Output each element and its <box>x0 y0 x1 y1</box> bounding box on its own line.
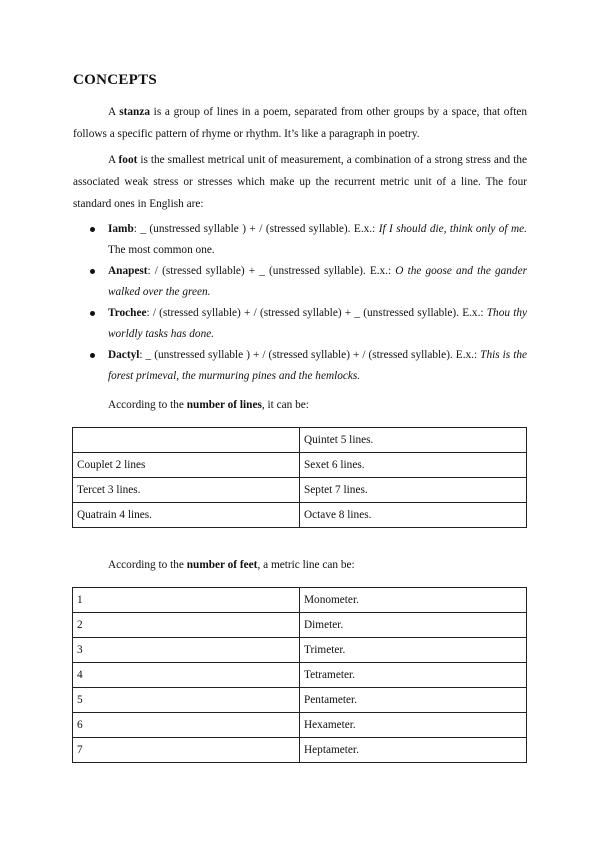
feet-intro-term: number of feet <box>186 559 258 571</box>
foot-name: Iamb <box>108 223 134 235</box>
table-row <box>73 613 527 638</box>
table-cell: 4 <box>73 663 300 688</box>
table-row <box>73 588 527 613</box>
foot-name: Anapest <box>108 265 148 277</box>
feet-list <box>73 219 527 387</box>
lines-intro <box>108 399 309 411</box>
table-cell: 7 <box>73 738 300 763</box>
table-cell: Quatrain 4 lines. <box>73 503 300 528</box>
foot-example: Thou thy worldly tasks has done. <box>108 307 528 340</box>
page-title: CONCEPTS <box>73 72 158 88</box>
foot-text-post: is the smallest metrical unit of measurement, a combination of a strong stress and the associated weak stress or stresses which make up the recurrent metric unit of a line. The four standard ones in English are: <box>73 154 527 210</box>
table-cell <box>73 428 300 453</box>
stanza-term: stanza <box>119 106 150 118</box>
table-row <box>73 503 527 528</box>
list-item <box>73 261 527 303</box>
lines-table <box>72 427 527 528</box>
table-cell: Pentameter. <box>300 688 527 713</box>
feet-intro <box>108 559 355 571</box>
bullet-icon <box>90 227 95 232</box>
table-cell: Monometer. <box>300 588 527 613</box>
list-item <box>73 219 527 261</box>
feet-table <box>72 587 527 763</box>
table-cell: 6 <box>73 713 300 738</box>
foot-paragraph <box>73 149 527 215</box>
bullet-icon <box>90 269 95 274</box>
foot-name: Trochee <box>108 307 147 319</box>
lines-intro-post: , it can be: <box>261 399 309 411</box>
table-row <box>73 638 527 663</box>
list-item <box>73 303 527 345</box>
table-cell: Sexet 6 lines. <box>300 453 527 478</box>
table-cell: Octave 8 lines. <box>300 503 527 528</box>
table-cell: Couplet 2 lines <box>73 453 300 478</box>
table-cell: Quintet 5 lines. <box>300 428 527 453</box>
table-cell: 1 <box>73 588 300 613</box>
table-cell: Tetrameter. <box>300 663 527 688</box>
list-item <box>73 345 527 387</box>
foot-example: O the goose and the gander walked over the green. <box>108 265 527 298</box>
foot-desc: : / (stressed syllable) + / (stressed syllable) + _ (unstressed syllable). E.x.: <box>146 307 487 319</box>
foot-note: The most common one. <box>108 244 215 256</box>
foot-text-pre: A <box>108 154 119 166</box>
table-row <box>73 713 527 738</box>
foot-example: This is the forest primeval, the murmuring pines and the hemlocks. <box>108 349 527 382</box>
foot-name: Dactyl <box>108 349 140 361</box>
table-cell: 5 <box>73 688 300 713</box>
bullet-icon <box>90 311 95 316</box>
table-cell: Tercet 3 lines. <box>73 478 300 503</box>
table-row <box>73 428 527 453</box>
table-row <box>73 663 527 688</box>
foot-desc: : / (stressed syllable) + _ (unstressed syllable). E.x.: <box>147 265 396 277</box>
table-cell: Hexameter. <box>300 713 527 738</box>
foot-example: If I should die, think only of me. <box>378 223 527 235</box>
stanza-paragraph <box>73 101 527 145</box>
table-row <box>73 688 527 713</box>
foot-term: foot <box>118 154 138 166</box>
table-row <box>73 738 527 763</box>
table-cell: Septet 7 lines. <box>300 478 527 503</box>
lines-intro-term: number of lines <box>186 399 262 411</box>
table-cell: Heptameter. <box>300 738 527 763</box>
table-cell: 2 <box>73 613 300 638</box>
foot-desc: : _ (unstressed syllable ) + / (stressed syllable) + / (stressed syllable). E.x.: <box>139 349 481 361</box>
table-row <box>73 478 527 503</box>
lines-intro-pre: According to the <box>108 399 187 411</box>
stanza-text-post: is a group of lines in a poem, separated from other groups by a space, that often follows a specific pattern of rhyme or rhythm. It’s like a paragraph in poetry. <box>73 106 528 140</box>
table-cell: Dimeter. <box>300 613 527 638</box>
feet-intro-post: , a metric line can be: <box>257 559 355 571</box>
table-cell: 3 <box>73 638 300 663</box>
table-cell: Trimeter. <box>300 638 527 663</box>
table-row <box>73 453 527 478</box>
stanza-text-pre: A <box>108 106 120 118</box>
foot-desc: : _ (unstressed syllable ) + / (stressed syllable). E.x.: <box>133 223 379 235</box>
bullet-icon <box>90 353 95 358</box>
feet-intro-pre: According to the <box>108 559 187 571</box>
